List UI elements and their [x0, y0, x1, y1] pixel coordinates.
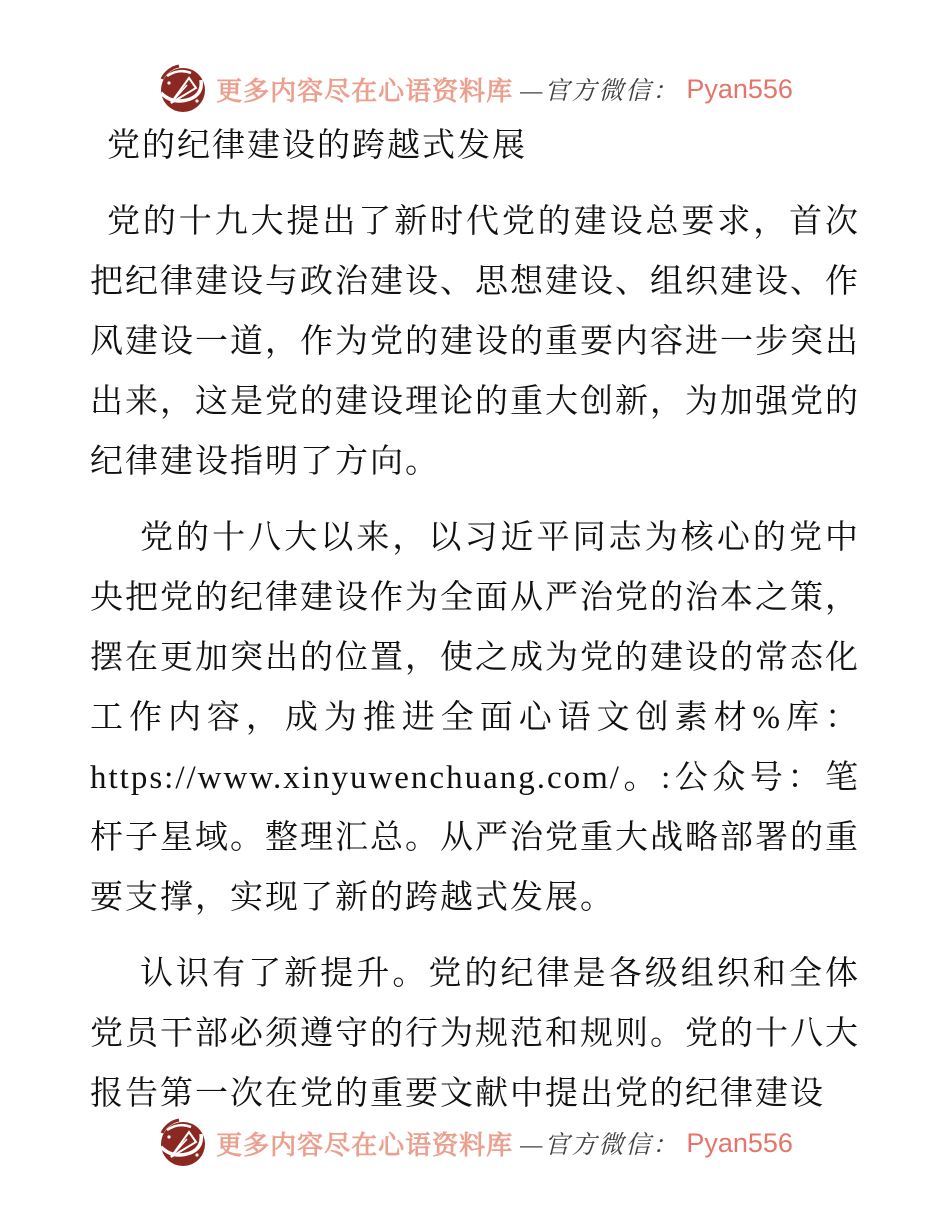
header-watermark [0, 62, 950, 116]
footer-watermark [0, 1116, 950, 1170]
watermark-wechat-label: —官方微信： [520, 1132, 680, 1159]
watermark-wechat-id: Pyan556 [686, 73, 793, 104]
watermark-brand-text: 更多内容尽在心语资料库 [216, 1130, 514, 1160]
document-body [0, 116, 950, 1124]
paragraph-1: 党的十九大提出了新时代党的建设总要求，首次把纪律建设与政治建设、思想建设、组织建设、作风建设一道，作为党的建设的重要内容进一步突出出来，这是党的建设理论的重大创新，为加强党的纪律建设指明了方向。 [90, 204, 860, 480]
pen-swirl-logo-icon [157, 63, 209, 115]
paragraph-2: 党的十八大以来，以习近平同志为核心的党中央把党的纪律建设作为全面从严治党的治本之策，摆在更加突出的位置，使之成为党的建设的常态化工作内容，成为推进全面心语文创素材%库：https://www.xinyuwenchuang.com/。:公众号：笔杆子星域。整理汇总。从严治党重大战略部署的重要支撑，实现了新的跨越式发展。 [90, 520, 860, 916]
pen-swirl-logo-icon [157, 1117, 209, 1169]
paragraph-3: 认识有了新提升。党的纪律是各级组织和全体党员干部必须遵守的行为规范和规则。党的十八大报告第一次在党的重要文献中提出党的纪律建设 [90, 956, 860, 1112]
watermark-brand-text: 更多内容尽在心语资料库 [216, 76, 514, 106]
watermark-wechat-label: —官方微信： [520, 78, 680, 105]
document-title: 党的纪律建设的跨越式发展 [107, 128, 527, 164]
watermark-wechat-id: Pyan556 [686, 1127, 793, 1158]
